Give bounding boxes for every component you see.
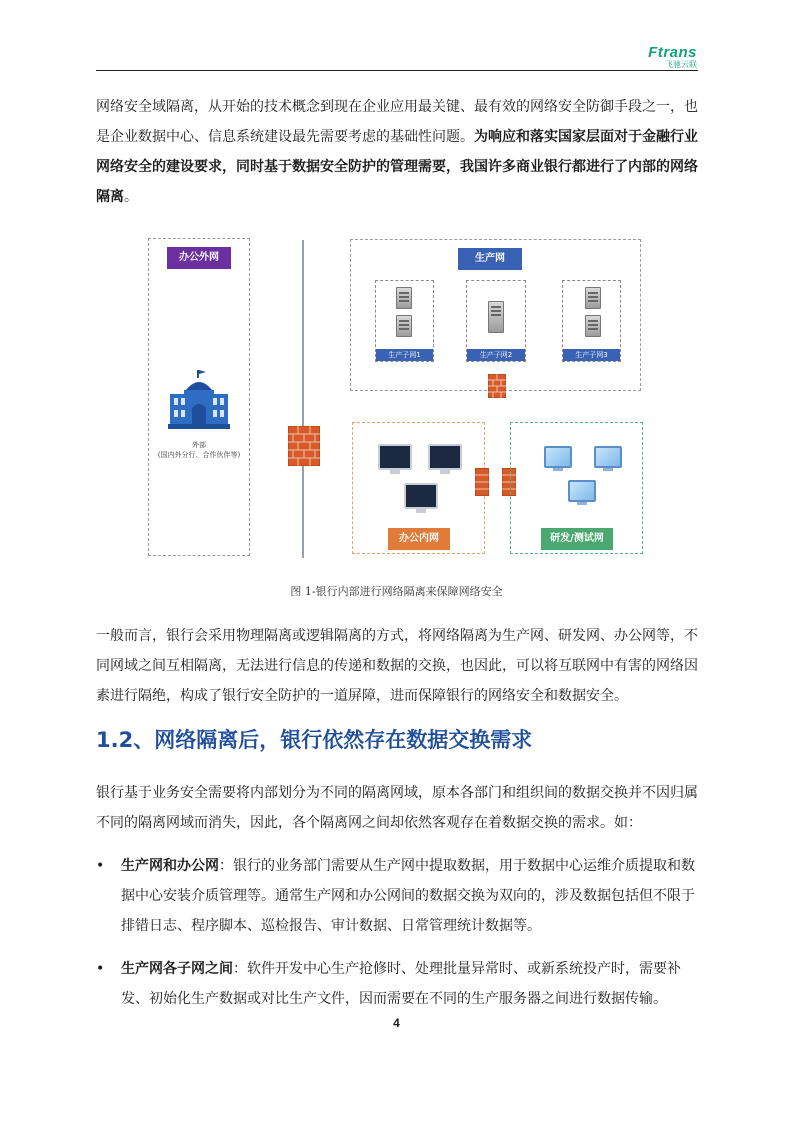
desktop-icon <box>378 444 412 470</box>
subnet-2-label: 生产子网2 <box>467 349 525 361</box>
external-caption-detail: (国内外分行、合作伙伴等) <box>157 451 241 459</box>
building-icon <box>166 368 232 430</box>
firewall-icon <box>475 468 489 496</box>
production-subnet-2 <box>466 280 526 362</box>
workstation-icon <box>568 480 596 502</box>
desktop-icon <box>404 483 438 509</box>
external-caption <box>148 440 250 460</box>
server-icon <box>585 287 601 309</box>
list-item <box>96 954 706 1014</box>
production-subnet-3 <box>562 280 621 362</box>
body-paragraph: 银行基于业务安全需要将内部划分为不同的隔离网域，原本各部门和组织间的数据交换并不因归属不同的隔离网域而消失，因此，各个隔离网之间却依然客观存在着数据交换的需求。如： <box>96 785 698 831</box>
workstation-icon <box>544 446 572 468</box>
workstation-icon <box>594 446 622 468</box>
isolation-line <box>302 240 304 558</box>
list-item-title: 生产网各子网之间 <box>121 961 233 977</box>
body-paragraph: 一般而言，银行会采用物理隔离或逻辑隔离的方式，将网络隔离为生产网、研发网、办公网等，不同网域之间互相隔离，无法进行信息的传递和数据的交换，也因此，可以将互联网中有害的网络因素进行隔绝，构成了银行安全防护的一道屏障，进而保障银行的网络安全和数据安全。 <box>96 628 698 704</box>
server-icon <box>585 315 601 337</box>
list-item-text: ：银行的业务部门需要从生产网中提取数据，用于数据中心运维介质提取和数据中心安装介质管理等。通常生产网和办公网间的数据交换为双向的，涉及数据包括但不限于排错日志、程序脚本、巡检报告、审计数据、日常管理统计数据等。 <box>121 858 695 934</box>
list-item <box>96 851 706 941</box>
server-icon <box>488 301 504 333</box>
production-subnet-1 <box>375 280 434 362</box>
brand-logo <box>648 46 697 69</box>
intro-paragraph <box>96 92 701 212</box>
bullet-icon: • <box>96 961 105 977</box>
dev-test-label: 研发/测试网 <box>541 528 613 550</box>
figure-caption: 图 1-银行内部进行网络隔离来保障网络安全 <box>290 585 503 598</box>
header-divider <box>96 70 698 71</box>
list-item-title: 生产网和办公网 <box>121 858 219 874</box>
office-external-label: 办公外网 <box>167 247 231 269</box>
page-number: 4 <box>393 1016 400 1030</box>
brand-name: Ftrans <box>648 44 697 61</box>
brand-subtitle: 飞驰云联 <box>665 60 697 69</box>
server-icon <box>396 287 412 309</box>
intro-tail: 。 <box>124 189 138 205</box>
intro-text: 网络安全域隔离，从开始的技术概念到现在企业应用最关键、最有效的网络安全防御手段之一，也是企业数据中心、信息系统建设最先需要考虑的基础性问题。 <box>96 99 698 145</box>
firewall-icon <box>288 426 320 466</box>
production-label: 生产网 <box>458 248 522 270</box>
external-caption-title: 外部 <box>192 441 206 449</box>
list-item-text: ：软件开发中心生产抢修时、处理批量异常时、或新系统投产时，需要补发、初始化生产数据或对比生产文件，因而需要在不同的生产服务器之间进行数据传输。 <box>121 961 681 1007</box>
server-icon <box>396 315 412 337</box>
network-isolation-diagram <box>148 236 646 561</box>
intro-emphasis: 为响应和落实国家层面对于金融行业网络安全的建设要求，同时基于数据安全防护的管理需要，我国许多商业银行都进行了内部的网络隔离 <box>96 129 698 205</box>
bullet-icon: • <box>96 858 105 874</box>
subnet-1-label: 生产子网1 <box>376 349 433 361</box>
desktop-icon <box>428 444 462 470</box>
firewall-icon <box>488 374 506 398</box>
office-internal-label: 办公内网 <box>388 528 450 550</box>
subnet-3-label: 生产子网3 <box>563 349 620 361</box>
section-heading: 1.2、网络隔离后，银行依然存在数据交换需求 <box>96 728 533 752</box>
